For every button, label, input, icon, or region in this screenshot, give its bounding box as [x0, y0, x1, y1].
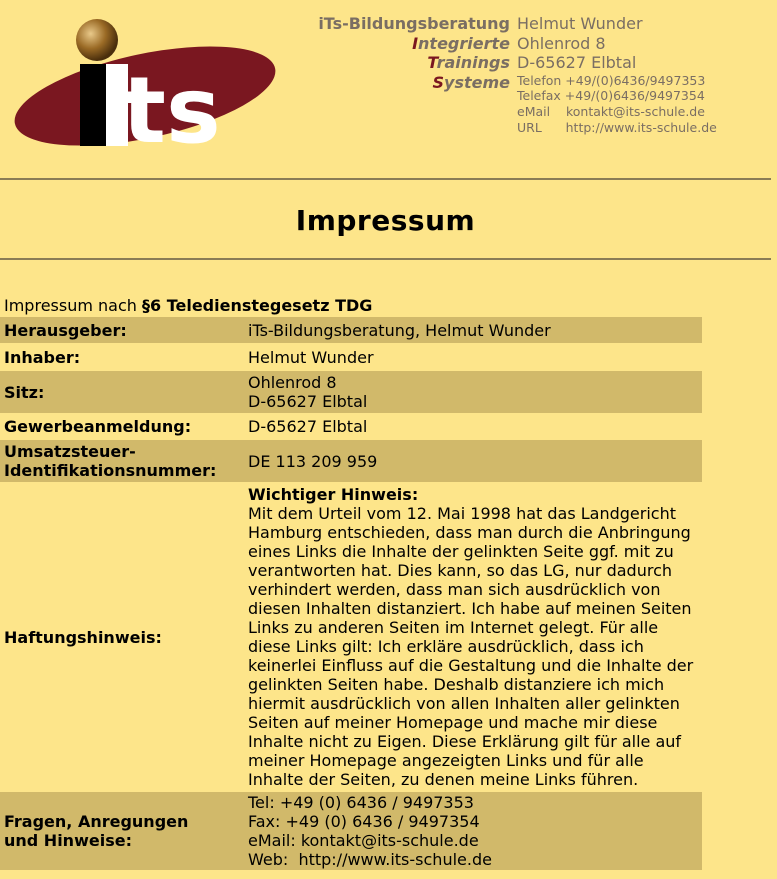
- row-label: Herausgeber:: [0, 317, 244, 343]
- table-row: [0, 792, 702, 870]
- row-value: [244, 792, 702, 870]
- row-value: D-65627 Elbtal: [244, 413, 702, 440]
- row-value: Ohlenrod 8 D-65627 Elbtal: [244, 371, 702, 413]
- row-label: Sitz:: [0, 371, 244, 413]
- divider: [0, 178, 771, 180]
- contact-block: [517, 14, 717, 136]
- contact-fax: Fax: +49 (0) 6436 / 9497354: [248, 812, 480, 831]
- table-row: [0, 317, 702, 343]
- owner-name: Helmut Wunder: [517, 14, 643, 33]
- row-value: iTs-Bildungsberatung, Helmut Wunder: [244, 317, 702, 343]
- company-line: Systeme: [432, 72, 510, 92]
- url-line[interactable]: URL http://www.its-schule.de: [517, 119, 717, 135]
- row-label: Umsatzsteuer- Identifikationsnummer:: [0, 440, 244, 482]
- row-label: Inhaber:: [0, 343, 244, 371]
- row-value: DE 113 209 959: [244, 440, 702, 482]
- company-name-block: [300, 14, 510, 92]
- company-line: Trainings: [427, 53, 510, 72]
- email-line[interactable]: eMail kontakt@its-schule.de: [517, 104, 705, 120]
- contact-web[interactable]: Web: http://www.its-schule.de: [248, 850, 492, 869]
- divider: [0, 258, 771, 260]
- table-row: [0, 482, 702, 792]
- its-logo: [10, 14, 280, 154]
- hint-text: Mit dem Urteil vom 12. Mai 1998 hat das Landgericht Hamburg entschieden, dass man durch die Anbringung eines Links die Inhalte der gelinkten Seite ggf. mit zu verantworten hat. Dies kann, so das LG, nur dadurch verhindert werden, dass man sich ausdrücklich von diesen Inhalten distanziert. Ich habe auf meinen Seiten Links zu anderen Seiten im Internet gelegt. Für alle diese Links gilt: Ich erkläre ausdrücklich, dass ich keinerlei Einfluss auf die Gestaltung und die Inhalte der gelinkten Seiten habe. Deshalb distanziere ich mich hiermit ausdrücklich von allen Inhalten aller gelinkten Seiten auf meiner Homepage und mache mir diese Inhalte nicht zu Eigen. Diese Erklärung gilt für alle auf meiner Homepage angezeigten Links und für alle Inhalte der Seiten, zu denen meine Links führen.: [248, 504, 694, 789]
- svg-text:ts: ts: [122, 57, 221, 154]
- hint-title: Wichtiger Hinweis:: [248, 485, 419, 504]
- table-row: [0, 343, 702, 371]
- phone-line: Telefon +49/(0)6436/9497353: [517, 72, 706, 88]
- fax-line: Telefax +49/(0)6436/9497354: [517, 88, 705, 104]
- table-row: [0, 440, 702, 482]
- page-title: Impressum: [295, 204, 476, 237]
- row-value: [244, 482, 702, 792]
- table-row: [0, 371, 702, 413]
- contact-email[interactable]: eMail: kontakt@its-schule.de: [248, 831, 479, 850]
- impressum-table: [0, 317, 702, 870]
- table-row: [0, 413, 702, 440]
- page-header: [0, 0, 777, 178]
- company-line: iTs-Bildungsberatung: [318, 14, 510, 33]
- company-line: Integrierte: [412, 33, 510, 53]
- row-label: Gewerbeanmeldung:: [0, 413, 244, 440]
- row-label: Fragen, Anregungen und Hinweise:: [0, 792, 244, 870]
- row-value: Helmut Wunder: [244, 343, 702, 371]
- contact-phone: Tel: +49 (0) 6436 / 9497353: [248, 793, 474, 812]
- intro-text: Impressum nach §6 Teledienstegesetz TDG: [4, 296, 373, 315]
- street: Ohlenrod 8: [517, 33, 606, 53]
- city: D-65627 Elbtal: [517, 53, 637, 72]
- row-label: Haftungshinweis:: [0, 482, 244, 792]
